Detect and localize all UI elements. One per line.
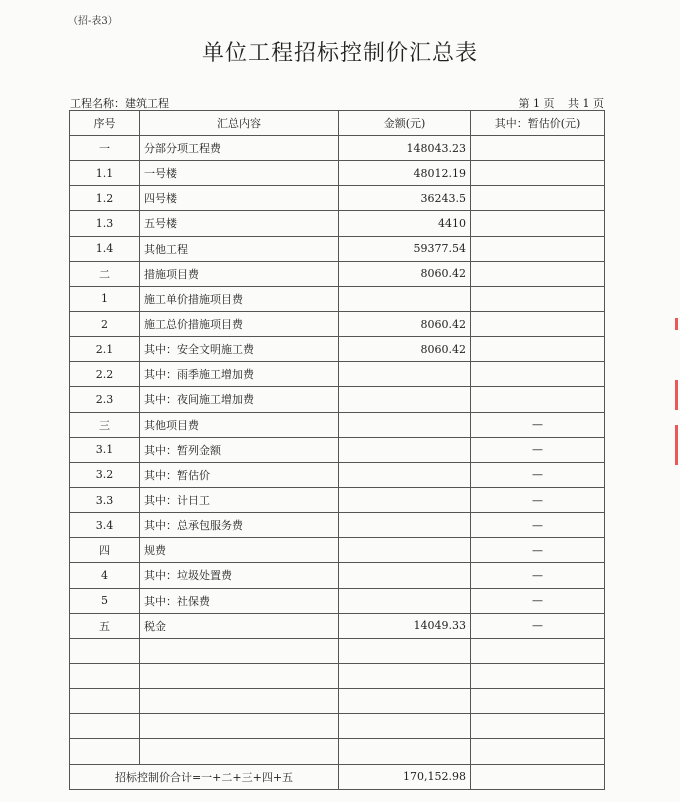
row-estimate	[471, 311, 605, 336]
row-amount	[339, 689, 471, 714]
row-seq: 4	[70, 563, 140, 588]
row-seq: 1.4	[70, 236, 140, 261]
row-seq	[70, 663, 140, 688]
table-row	[70, 211, 605, 236]
project-name: 工程名称：建筑工程	[70, 97, 169, 110]
row-amount: 14049.33	[339, 613, 471, 638]
table-row	[70, 588, 605, 613]
row-amount: 36243.5	[339, 186, 471, 211]
table-row	[70, 487, 605, 512]
row-content	[140, 663, 339, 688]
row-content: 其他工程	[140, 236, 339, 261]
total-row	[70, 764, 605, 789]
row-content: 施工单价措施项目费	[140, 286, 339, 311]
row-content: 一号楼	[140, 161, 339, 186]
table-row	[70, 714, 605, 739]
table-row	[70, 412, 605, 437]
row-content: 其中：暂估价	[140, 462, 339, 487]
row-seq: 二	[70, 261, 140, 286]
row-seq	[70, 739, 140, 764]
row-seq: 1.2	[70, 186, 140, 211]
row-estimate	[471, 136, 605, 161]
table-row	[70, 161, 605, 186]
row-content: 税金	[140, 613, 339, 638]
row-amount	[339, 412, 471, 437]
row-seq	[70, 714, 140, 739]
table-row	[70, 261, 605, 286]
table-row	[70, 136, 605, 161]
row-content	[140, 739, 339, 764]
row-amount: 59377.54	[339, 236, 471, 261]
row-amount: 8060.42	[339, 261, 471, 286]
red-edge-mark	[675, 425, 678, 465]
row-seq: 2.3	[70, 387, 140, 412]
row-content: 其中：计日工	[140, 487, 339, 512]
header-estimate: 其中：暂估价(元)	[471, 111, 605, 136]
row-estimate: —	[471, 462, 605, 487]
row-amount	[339, 513, 471, 538]
row-seq: 3.1	[70, 437, 140, 462]
row-estimate	[471, 186, 605, 211]
row-amount	[339, 563, 471, 588]
row-seq: 一	[70, 136, 140, 161]
row-amount	[339, 487, 471, 512]
row-content: 五号楼	[140, 211, 339, 236]
row-amount: 4410	[339, 211, 471, 236]
total-estimate	[471, 764, 605, 789]
row-content: 其中：暂列金额	[140, 437, 339, 462]
row-seq: 3.2	[70, 462, 140, 487]
row-seq: 三	[70, 412, 140, 437]
row-content	[140, 638, 339, 663]
table-row	[70, 311, 605, 336]
row-seq: 2	[70, 311, 140, 336]
summary-table	[69, 110, 605, 790]
form-code: （招-表3）	[68, 16, 118, 27]
row-seq: 1	[70, 286, 140, 311]
row-content: 其中：安全文明施工费	[140, 337, 339, 362]
row-estimate: —	[471, 412, 605, 437]
row-estimate: —	[471, 513, 605, 538]
row-estimate	[471, 261, 605, 286]
row-amount: 148043.23	[339, 136, 471, 161]
row-content	[140, 689, 339, 714]
page-current: 第 1 页	[518, 97, 555, 110]
header-seq: 序号	[70, 111, 140, 136]
row-content: 其中：夜间施工增加费	[140, 387, 339, 412]
table-row	[70, 286, 605, 311]
row-seq: 五	[70, 613, 140, 638]
row-estimate	[471, 236, 605, 261]
row-estimate: —	[471, 538, 605, 563]
page-total: 共 1 页	[568, 97, 604, 110]
table-row	[70, 236, 605, 261]
row-amount	[339, 638, 471, 663]
row-seq	[70, 638, 140, 663]
row-content: 其中：垃圾处置费	[140, 563, 339, 588]
table-body	[70, 136, 605, 765]
row-content	[140, 714, 339, 739]
row-estimate	[471, 362, 605, 387]
row-estimate	[471, 638, 605, 663]
table-row	[70, 613, 605, 638]
row-content: 其中：雨季施工增加费	[140, 362, 339, 387]
total-amount: 170,152.98	[339, 764, 471, 789]
row-estimate: —	[471, 563, 605, 588]
row-content: 其中：总承包服务费	[140, 513, 339, 538]
table-row	[70, 337, 605, 362]
row-amount	[339, 588, 471, 613]
row-estimate	[471, 337, 605, 362]
row-amount	[339, 286, 471, 311]
row-estimate: —	[471, 613, 605, 638]
row-seq: 1.3	[70, 211, 140, 236]
row-seq: 四	[70, 538, 140, 563]
row-amount: 48012.19	[339, 161, 471, 186]
row-estimate	[471, 286, 605, 311]
row-amount: 8060.42	[339, 311, 471, 336]
row-estimate	[471, 714, 605, 739]
row-estimate	[471, 663, 605, 688]
row-content: 规费	[140, 538, 339, 563]
table-row	[70, 362, 605, 387]
row-content: 分部分项工程费	[140, 136, 339, 161]
table-row	[70, 186, 605, 211]
row-seq: 5	[70, 588, 140, 613]
page-title: 单位工程招标控制价汇总表	[201, 41, 478, 66]
table-row	[70, 538, 605, 563]
row-content: 措施项目费	[140, 261, 339, 286]
row-estimate: —	[471, 588, 605, 613]
red-edge-mark	[675, 318, 678, 330]
table-row	[70, 563, 605, 588]
header-content: 汇总内容	[140, 111, 339, 136]
red-edge-mark	[675, 380, 678, 410]
row-amount	[339, 739, 471, 764]
row-amount: 8060.42	[339, 337, 471, 362]
row-seq: 3.4	[70, 513, 140, 538]
row-amount	[339, 714, 471, 739]
table-row	[70, 387, 605, 412]
table-row	[70, 739, 605, 764]
row-amount	[339, 462, 471, 487]
row-amount	[339, 362, 471, 387]
row-amount	[339, 538, 471, 563]
row-amount	[339, 663, 471, 688]
page-info	[509, 95, 605, 111]
row-seq	[70, 689, 140, 714]
row-seq: 3.3	[70, 487, 140, 512]
row-seq: 2.1	[70, 337, 140, 362]
table-row	[70, 638, 605, 663]
row-amount	[339, 437, 471, 462]
row-estimate	[471, 211, 605, 236]
row-content: 其中：社保费	[140, 588, 339, 613]
row-estimate	[471, 161, 605, 186]
row-amount	[339, 387, 471, 412]
row-seq: 1.1	[70, 161, 140, 186]
total-label: 招标控制价合计=一+二+三+四+五	[70, 764, 339, 789]
table-row	[70, 663, 605, 688]
table-header-row	[70, 111, 605, 136]
table-row	[70, 462, 605, 487]
table-row	[70, 689, 605, 714]
header-amount: 金额(元)	[339, 111, 471, 136]
row-estimate	[471, 689, 605, 714]
row-estimate	[471, 387, 605, 412]
table-row	[70, 513, 605, 538]
row-seq: 2.2	[70, 362, 140, 387]
row-content: 其他项目费	[140, 412, 339, 437]
row-content: 四号楼	[140, 186, 339, 211]
row-estimate: —	[471, 487, 605, 512]
row-estimate	[471, 739, 605, 764]
table-row	[70, 437, 605, 462]
row-estimate: —	[471, 437, 605, 462]
row-content: 施工总价措施项目费	[140, 311, 339, 336]
